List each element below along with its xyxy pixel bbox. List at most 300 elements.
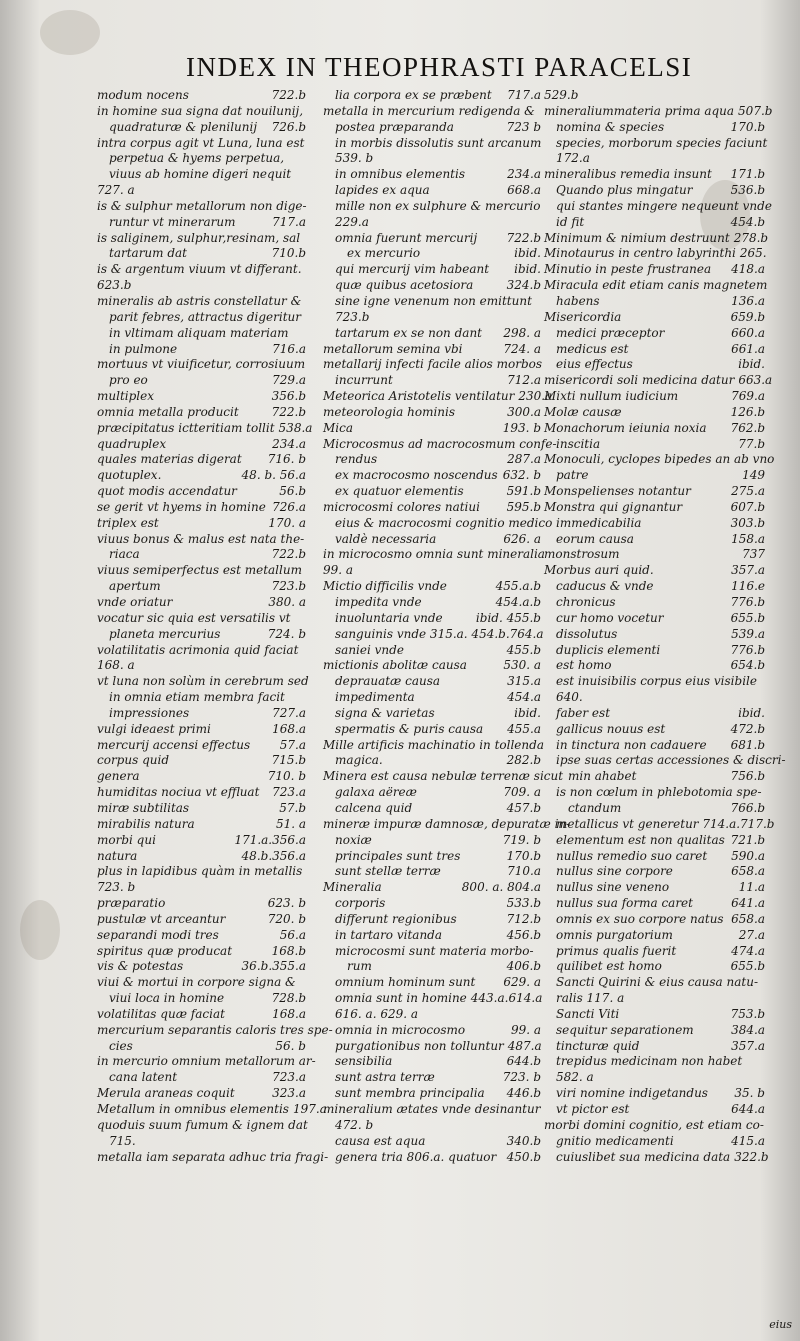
index-entry (97, 1118, 306, 1134)
index-entry (544, 991, 765, 1007)
index-entry (323, 611, 541, 627)
entry-text: quilibet est homo (556, 959, 662, 974)
entry-text: mineræ impuræ damnosæ, depuratæ in- (323, 816, 571, 831)
entry-text: is non cœlum in phlebotomia spe- (556, 785, 762, 800)
entry-page-ref: 729.a (272, 373, 306, 388)
entry-text: medicus est (556, 341, 629, 356)
index-entry (544, 215, 765, 231)
entry-text: viui & mortui in corpore signa & (97, 975, 296, 990)
entry-text: Sancti Viti (556, 1006, 620, 1021)
index-entry (323, 912, 541, 928)
entry-text: nullus sua forma caret (556, 896, 693, 911)
index-entry (323, 215, 541, 231)
entry-text: in vltimam aliquam materiam (109, 325, 289, 340)
entry-text: corporis (335, 896, 386, 911)
entry-text: viri nomine indigetandus (556, 1086, 708, 1101)
entry-text: deprauatæ causa (335, 674, 441, 689)
index-entry (97, 1070, 306, 1086)
index-entry (544, 342, 765, 358)
index-entry (97, 753, 306, 769)
entry-text: mictionis abolitæ causa (323, 658, 467, 673)
entry-text: magica. (335, 753, 383, 768)
entry-text: omnia fuerunt mercurij (335, 230, 478, 245)
entry-text: sanguinis vnde 315.a. 454.b.764.a (335, 626, 544, 641)
entry-page-ref: 455.a (507, 721, 541, 736)
entry-text: gallicus nouus est (556, 721, 666, 736)
index-entry (323, 532, 541, 548)
entry-text: metallorum semina vbi (323, 341, 463, 356)
index-entry (323, 405, 541, 421)
entry-text: mortuus vt viuificetur, corrosiuum (97, 357, 306, 372)
entry-text: Mille artificis machinatio in tollenda (323, 737, 544, 752)
entry-text: id fit (556, 214, 585, 229)
entry-text: 715. (109, 1133, 136, 1148)
index-entry (97, 120, 306, 136)
index-entry (323, 136, 541, 152)
index-entry (97, 452, 306, 468)
entry-page-ref: 234.a (272, 436, 306, 451)
index-entry (97, 136, 306, 152)
index-entry (97, 326, 306, 342)
entry-text: viui loca in homine (109, 991, 225, 1006)
entry-text: omnis ex suo corpore natus (556, 911, 724, 926)
entry-text: impressiones (109, 705, 190, 720)
entry-page-ref: 315.a (507, 674, 541, 689)
entry-page-ref: 278.b (733, 230, 769, 245)
index-entry (323, 1070, 541, 1086)
entry-text: humiditas nociua vt effluat (97, 785, 260, 800)
entry-page-ref: 450.b (506, 1149, 541, 1164)
index-entry (323, 722, 541, 738)
index-entry (97, 769, 306, 785)
index-entry (544, 611, 765, 627)
index-entry (323, 801, 541, 817)
entry-text: in homine sua signa dat nouilunij, (97, 103, 304, 118)
entry-page-ref: 769.a (731, 389, 765, 404)
entry-text: nomina & species (556, 119, 665, 134)
entry-text: is & argentum viuum vt differant. (97, 262, 302, 277)
index-entry (544, 262, 765, 278)
entry-text: in mercurio omnium metallorum ar- (97, 1054, 316, 1069)
entry-text: metalla in mercurium redigenda & (323, 103, 535, 118)
index-entry (323, 1039, 541, 1055)
entry-text: vis & potestas (97, 959, 184, 974)
index-entry (544, 389, 765, 405)
entry-page-ref: 719. b (502, 832, 541, 847)
entry-text: principales sunt tres (335, 848, 461, 863)
entry-text: genera (97, 769, 140, 784)
catchword: eius (769, 1318, 792, 1331)
entry-text: 727. a (97, 183, 135, 198)
entry-page-ref: 36.b.355.a (241, 959, 306, 974)
entry-page-ref: 170.b (730, 119, 765, 134)
index-entry (544, 816, 775, 833)
index-entry (544, 738, 765, 754)
entry-page-ref: 530. a (503, 658, 541, 673)
entry-text: spiritus quæ producat (97, 943, 233, 958)
index-entry (544, 959, 765, 975)
entry-text: parit febres, attractus digeritur (109, 309, 301, 324)
entry-text: mirabilis natura (97, 816, 195, 831)
entry-text: caducus & vnde (556, 579, 654, 594)
entry-page-ref: 724. a (503, 341, 541, 356)
entry-page-ref: 48. b. 56.a (241, 468, 306, 483)
entry-text: vnde oriatur (97, 595, 173, 609)
index-entry (323, 928, 541, 944)
entry-text: quotuplex. (97, 468, 162, 483)
index-entry (323, 975, 541, 991)
entry-text: in microcosmo omnia sunt mineralia (323, 547, 545, 562)
index-entry (544, 326, 765, 342)
entry-text: Microcosmus ad macrocosmum confe- (323, 436, 557, 451)
entry-page-ref: 658.a (731, 864, 765, 879)
index-entry (544, 674, 765, 690)
index-entry (323, 658, 541, 674)
index-entry (97, 1086, 306, 1102)
index-entry (323, 1054, 541, 1070)
entry-page-ref: 287.a (507, 452, 541, 467)
entry-text: eius & macrocosmi cognitio medico (335, 515, 553, 530)
entry-text: in morbis dissolutis sunt arcanum (335, 135, 542, 150)
entry-page-ref: ibid. 455.b (475, 610, 541, 625)
entry-text: impedita vnde (335, 595, 422, 609)
entry-text: corpus quid (97, 753, 169, 768)
entry-page-ref: 455.b (506, 642, 541, 657)
index-entry (544, 1070, 765, 1086)
index-entry (97, 1054, 316, 1070)
index-entry (97, 833, 306, 849)
index-entry (323, 88, 541, 104)
entry-page-ref: 324.b (506, 278, 541, 293)
entry-page-ref: 149 (742, 468, 765, 483)
index-entry (323, 421, 541, 437)
entry-page-ref: 728.b (271, 991, 306, 1006)
index-entry (544, 1086, 765, 1102)
entry-text: tartarum ex se non dant (335, 325, 482, 340)
index-entry (323, 104, 541, 120)
index-column-1 (97, 88, 333, 1318)
index-entry (97, 975, 306, 991)
index-entry (544, 1023, 765, 1039)
index-entry (323, 294, 541, 310)
entry-text: meteorologia hominis (323, 404, 456, 419)
entry-text: causa est aqua (335, 1133, 426, 1148)
entry-text: se gerit vt hyems in homine (97, 499, 266, 514)
index-entry (544, 532, 765, 548)
entry-text: Minotaurus in centro labyrinthi (544, 246, 736, 261)
index-entry (97, 262, 306, 278)
entry-page-ref: 721.b (730, 832, 765, 847)
entry-text: 529.b (544, 88, 579, 102)
index-entry (97, 389, 306, 405)
index-entry (544, 627, 765, 643)
entry-text: quot modis accendatur (97, 484, 237, 499)
index-entry (97, 104, 306, 120)
entry-page-ref: 415.a (731, 1133, 765, 1148)
index-entry (544, 516, 765, 532)
index-entry (544, 278, 768, 294)
index-entry (97, 405, 306, 421)
index-entry (97, 294, 306, 310)
index-entry (323, 737, 544, 754)
entry-page-ref: 171.b (730, 167, 765, 182)
entry-page-ref: 644.b (506, 1054, 541, 1069)
index-entry (323, 706, 541, 722)
entry-text: Mineralia (323, 880, 382, 895)
index-entry (323, 1118, 541, 1134)
entry-text: 99. a (323, 563, 354, 578)
index-entry (544, 246, 765, 262)
entry-page-ref: ibid. (514, 246, 541, 261)
entry-page-ref: 716.a (272, 341, 306, 356)
entry-page-ref: 715.b (271, 753, 306, 768)
entry-text: qui stantes mingere nequeunt vnde (556, 198, 772, 213)
index-entry (323, 389, 553, 405)
index-entry (544, 500, 765, 516)
index-entry (544, 373, 773, 389)
entry-page-ref: 48.b.356.a (241, 848, 306, 863)
index-entry (323, 1086, 541, 1102)
entry-page-ref: 722.b (271, 88, 306, 102)
index-entry (97, 722, 306, 738)
entry-page-ref: 626. a (503, 531, 541, 546)
index-entry (544, 1054, 765, 1070)
entry-page-ref: 726.a (272, 499, 306, 514)
index-entry (323, 183, 541, 199)
entry-page-ref: 756.b (730, 769, 765, 784)
entry-page-ref: 776.b (730, 642, 765, 657)
entry-text: eorum causa (556, 531, 634, 546)
entry-page-ref: 717.a (272, 214, 306, 229)
entry-page-ref: 726.b (271, 119, 306, 134)
entry-text: sunt membra principalia (335, 1086, 485, 1101)
entry-page-ref: 724. b (267, 626, 306, 641)
entry-page-ref: 168.a (272, 721, 306, 736)
entry-text: omnium hominum sunt (335, 975, 476, 990)
index-entry (97, 484, 306, 500)
entry-page-ref: 507.b (738, 103, 773, 118)
entry-page-ref: 722.b (271, 404, 306, 419)
entry-page-ref: 722.b (271, 547, 306, 562)
entry-page-ref: 710. b (267, 769, 306, 784)
entry-page-ref: 716. b (267, 452, 306, 467)
index-entry (97, 801, 306, 817)
entry-page-ref: 340.b (506, 1133, 541, 1148)
index-entry (97, 547, 306, 563)
entry-text: ctandum (568, 800, 622, 815)
entry-text: omnis purgatorium (556, 927, 673, 942)
entry-text: quadraturæ & plenilunij (109, 119, 258, 134)
entry-text: 616. a. 629. a (335, 1006, 419, 1021)
entry-page-ref: 56. b (275, 1038, 306, 1053)
entry-text: in omnibus elementis (335, 167, 466, 182)
entry-page-ref: 723.a (272, 785, 306, 800)
entry-text: vocatur sic quia est versatilis vt (97, 610, 291, 625)
index-entry (97, 674, 309, 690)
entry-page-ref: 681.b (730, 737, 765, 752)
index-entry (544, 183, 765, 199)
index-entry (323, 595, 541, 611)
index-entry (97, 373, 306, 389)
index-entry (97, 231, 306, 247)
index-entry (323, 769, 564, 785)
index-entry (323, 452, 541, 468)
entry-text: mercurium separantis caloris tres spe- (97, 1022, 333, 1037)
index-entry (544, 484, 765, 500)
index-entry (323, 991, 541, 1007)
entry-page-ref: 590.a (731, 848, 765, 863)
entry-text: intra corpus agit vt Luna, luna est (97, 135, 305, 150)
index-entry (544, 658, 765, 674)
entry-page-ref: 710.b (271, 246, 306, 261)
index-entry (97, 1039, 306, 1055)
index-entry (323, 690, 541, 706)
entry-text: vt pictor est (556, 1102, 630, 1116)
entry-page-ref: 709. a (503, 785, 541, 800)
index-entry (323, 626, 544, 643)
entry-page-ref: 197.a (292, 1102, 327, 1116)
index-entry (323, 1007, 541, 1023)
index-entry (97, 310, 306, 326)
entry-page-ref: 712.a (507, 373, 541, 388)
entry-text: mineraliummateria prima aqua (544, 103, 735, 118)
paper-stain (20, 900, 60, 960)
entry-text: 472. b (335, 1117, 374, 1132)
entry-text: natura (97, 848, 138, 863)
entry-text: tincturæ quid (556, 1038, 640, 1053)
entry-page-ref: 455.a.b (495, 579, 541, 594)
entry-page-ref: 35. b (734, 1086, 765, 1101)
entry-page-ref: 655.b (730, 959, 765, 974)
entry-text: quoduis suum fumum & ignem dat (97, 1117, 308, 1132)
entry-text: pro eo (109, 373, 148, 388)
entry-page-ref: 99. a (510, 1022, 541, 1037)
entry-page-ref: 457.b (506, 800, 541, 815)
entry-text: microcosmi colores natiui (323, 499, 480, 514)
entry-page-ref: 406.b (506, 959, 541, 974)
entry-text: quæ quibus acetosiora (335, 278, 474, 293)
entry-page-ref: 753.b (730, 1006, 765, 1021)
entry-text: cies (109, 1038, 133, 1053)
entry-text: in omnia etiam membra facit (109, 690, 285, 705)
entry-text: impedimenta (335, 690, 415, 705)
entry-text: sunt stellæ terræ (335, 864, 441, 879)
index-entry (544, 198, 772, 215)
index-entry (323, 547, 545, 563)
entry-text: 723. b (97, 880, 136, 895)
index-entry (323, 231, 541, 247)
entry-page-ref: 126.b (730, 404, 765, 419)
entry-text: in tartaro vitanda (335, 927, 443, 942)
entry-text: Mica (323, 420, 353, 435)
entry-text: faber est (556, 705, 611, 720)
entry-text: duplicis elementi (556, 642, 661, 657)
index-entry (544, 690, 765, 706)
entry-text: inscitia (556, 436, 601, 451)
entry-text: species, morborum species faciunt (556, 135, 768, 150)
index-entry (323, 944, 541, 960)
index-entry (544, 975, 765, 991)
index-entry (544, 167, 765, 183)
entry-page-ref: 472.b (730, 721, 765, 736)
index-entry (97, 928, 306, 944)
entry-page-ref: 168.b (271, 943, 306, 958)
entry-page-ref: 538.a (278, 420, 313, 435)
entry-text: noxiæ (335, 832, 372, 847)
entry-page-ref: 654.b (730, 658, 765, 673)
entry-text: runtur vt minerarum (109, 214, 236, 229)
index-entry (97, 627, 306, 643)
index-entry (323, 579, 541, 595)
entry-text: spermatis & puris causa (335, 721, 484, 736)
entry-text: volatilitatis acrimonia quid faciat (97, 642, 299, 657)
index-entry (544, 437, 765, 453)
entry-page-ref: 303.b (730, 515, 765, 530)
entry-text: viuus ab homine digeri nequit (109, 167, 292, 182)
entry-text: apertum (109, 579, 161, 594)
index-entry (323, 500, 541, 516)
entry-page-ref: ibid. (514, 262, 541, 277)
entry-page-ref: 51. a (275, 816, 306, 831)
entry-text: patre (556, 468, 589, 483)
index-entry (544, 1039, 765, 1055)
entry-text: primus qualis fuerit (556, 943, 677, 958)
entry-page-ref: 356.b (271, 389, 306, 404)
entry-text: multiplex (97, 389, 154, 404)
entry-text: pustulæ vt arceantur (97, 911, 226, 926)
entry-page-ref: 116.e (731, 579, 765, 594)
index-entry (544, 103, 773, 120)
entry-text: Quando plus mingatur (556, 183, 693, 198)
entry-text: Minera est causa nebulæ terrenæ sicut (323, 769, 564, 784)
index-entry (544, 880, 765, 896)
entry-page-ref: 712.b (506, 911, 541, 926)
entry-text: Metallum in omnibus elementis (97, 1102, 289, 1116)
entry-text: Monoculi, cyclopes bipedes an ab vno (544, 452, 775, 467)
index-entry (323, 310, 541, 326)
entry-text: galaxa aëreæ (335, 785, 417, 800)
entry-page-ref: 723 b (506, 119, 541, 134)
index-entry (544, 405, 765, 421)
index-entry (97, 278, 306, 294)
entry-text: mineralibus remedia insunt (544, 167, 712, 182)
index-entry (323, 849, 541, 865)
entry-page-ref: 380. a (268, 595, 306, 609)
index-entry (544, 801, 765, 817)
index-entry (97, 690, 306, 706)
index-entry (323, 326, 541, 342)
entry-page-ref: 722.b (506, 230, 541, 245)
entry-text: 723.b (335, 309, 370, 324)
index-entry (544, 120, 765, 136)
entry-text: Morbus auri quid. (544, 563, 654, 578)
index-entry (97, 959, 306, 975)
index-entry (97, 420, 313, 437)
entry-page-ref: 737 (742, 547, 765, 562)
entry-page-ref: 663.a (738, 373, 773, 388)
entry-text: omnia sunt in homine (335, 991, 467, 1006)
entry-page-ref: 456.b (506, 927, 541, 942)
entry-text: 172.a (556, 151, 590, 166)
entry-page-ref: 800. a. 804.a (461, 880, 541, 895)
index-entry (97, 611, 306, 627)
entry-text: planeta mercurius (109, 626, 221, 641)
index-entry (323, 515, 553, 532)
entry-page-ref: 27.a (738, 927, 765, 942)
index-entry (97, 215, 306, 231)
entry-page-ref: 56.a (279, 927, 306, 942)
index-entry (544, 357, 765, 373)
